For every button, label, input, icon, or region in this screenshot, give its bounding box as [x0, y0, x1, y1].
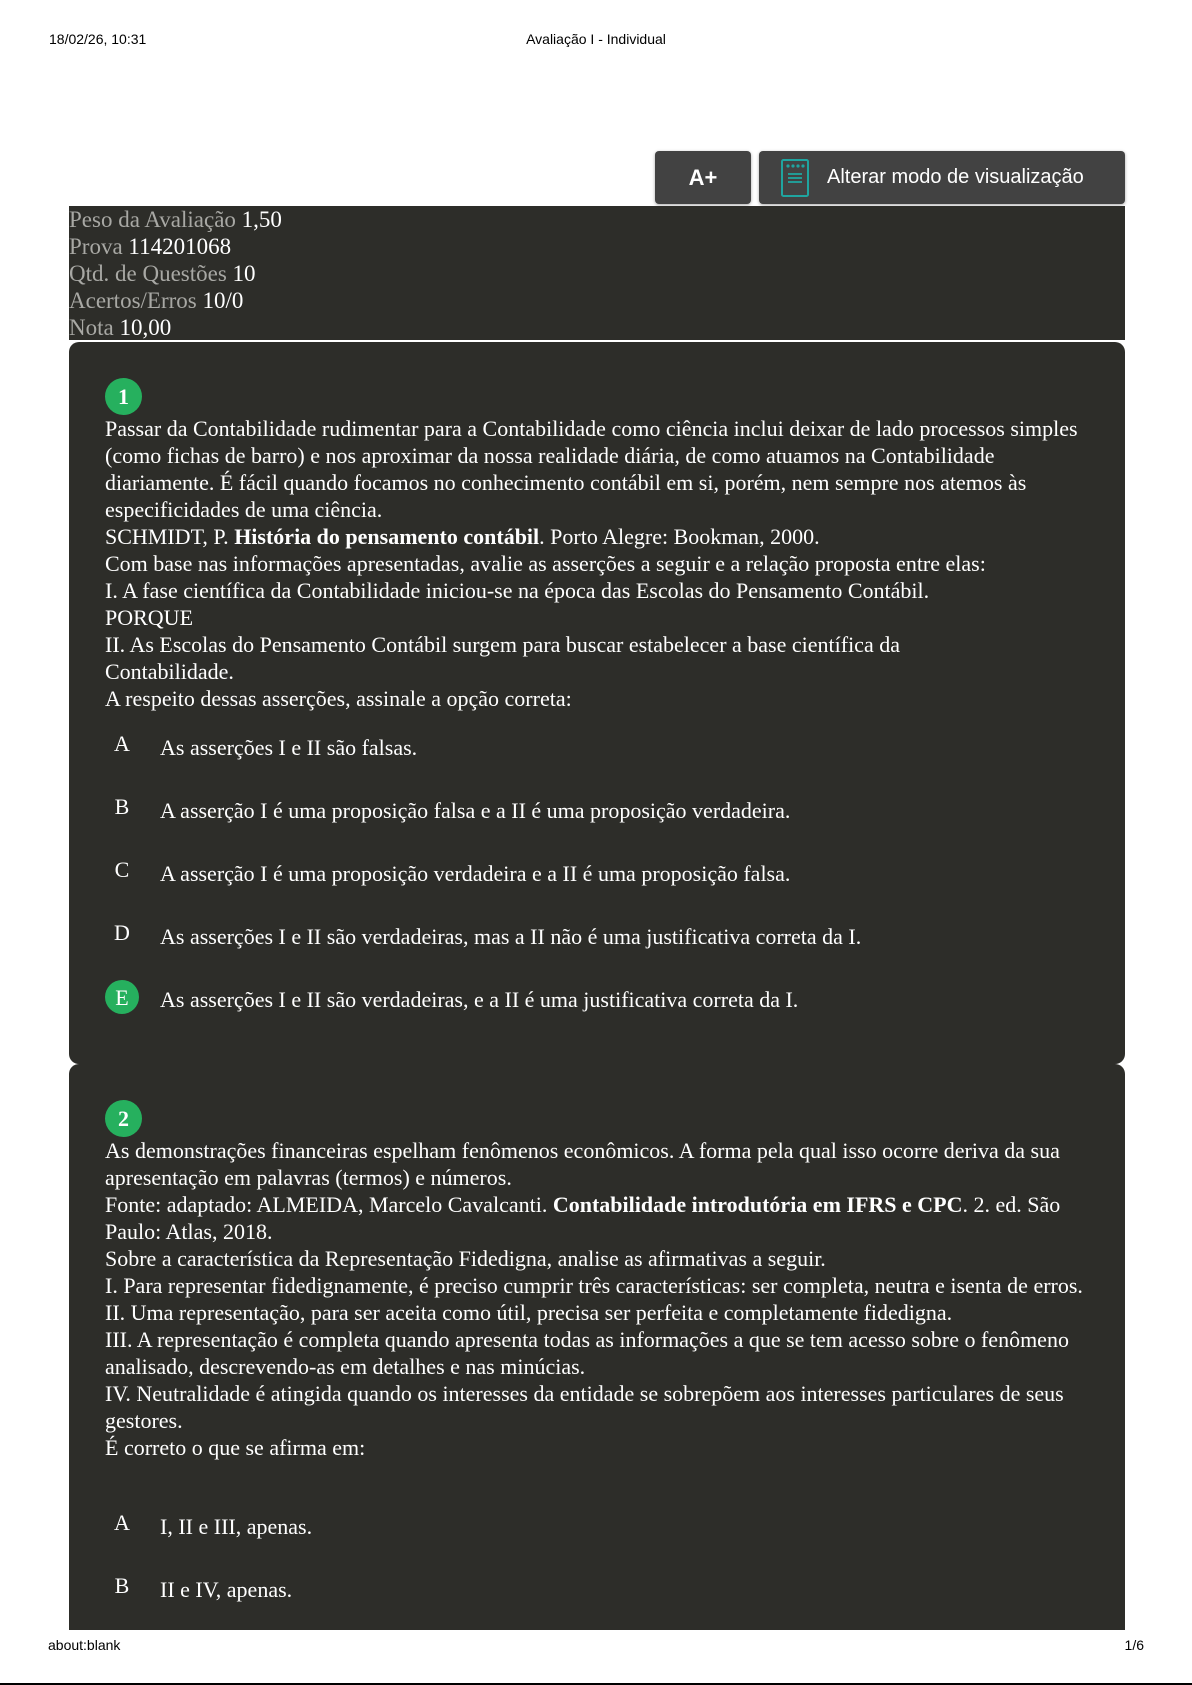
question-number-badge: 1: [105, 378, 142, 415]
option-text: As asserções I e II são verdadeiras, mas a II não é uma justificativa correta da I.: [160, 923, 862, 949]
option-c[interactable]: [105, 855, 1085, 891]
change-view-mode-button[interactable]: [759, 151, 1125, 204]
reference-suffix: . Porto Alegre: Bookman, 2000.: [539, 524, 820, 549]
option-text: II e IV, apenas.: [160, 1576, 293, 1602]
statement-ii: II. Uma representação, para ser aceita como útil, precisa ser perfeita e completamente fidedigna.: [105, 1300, 953, 1325]
statement-i: I. Para representar fidedignamente, é preciso cumprir três características: ser completa, neutra e isenta de erros.: [105, 1273, 1083, 1298]
reference-title: História do pensamento contábil: [234, 524, 540, 549]
option-e-correct[interactable]: [105, 981, 1085, 1017]
question-card-1: [69, 342, 1125, 1064]
question-prompt: É correto o que se afirma em:: [105, 1435, 366, 1460]
summary-questoes: [69, 260, 1125, 287]
questoes-value: 10: [232, 261, 256, 286]
peso-label: Peso da Avaliação: [69, 207, 236, 232]
question-text: Passar da Contabilidade rudimentar para a Contabilidade como ciência inclui deixar de lado processos simples (como fichas de barro) e nos aproximar da nossa realidade diária, de como atuamos na Contabilidade diariamente. É fácil quando focamos no conhecimento contábil em si, porém, nem sempre nos atemos às especificidades de uma ciência.: [105, 416, 1078, 522]
option-text: As asserções I e II são verdadeiras, e a II é uma justificativa correta da I.: [160, 986, 799, 1012]
option-letter: A: [114, 1509, 130, 1535]
prova-value: 114201068: [128, 234, 232, 259]
question-text: As demonstrações financeiras espelham fenômenos econômicos. A forma pela qual isso ocorre deriva da sua apresentação em palavras (termos) e números.: [105, 1138, 1060, 1190]
assertion-i: I. A fase científica da Contabilidade iniciou-se na época das Escolas do Pensamento Contábil.: [105, 578, 930, 603]
prova-label: Prova: [69, 234, 123, 259]
reference-prefix: SCHMIDT, P.: [105, 524, 235, 549]
change-view-mode-label: Alterar modo de visualização: [827, 166, 1084, 188]
summary-acertos: [69, 287, 1125, 314]
increase-font-button[interactable]: [655, 151, 751, 204]
option-a[interactable]: [105, 729, 1085, 765]
reference-prefix: Fonte: adaptado: ALMEIDA, Marcelo Cavalcanti.: [105, 1192, 553, 1217]
summary-nota: [69, 314, 1125, 341]
reference-suffix: . 2. ed. São Paulo: Atlas, 2018.: [105, 1192, 1061, 1244]
question-text: Sobre a característica da Representação Fidedigna, analise as afirmativas a seguir.: [105, 1246, 826, 1271]
correct-answer-badge: E: [105, 980, 139, 1014]
option-letter: B: [114, 793, 130, 819]
option-letter: D: [114, 919, 130, 945]
option-letter: C: [114, 856, 130, 882]
questoes-label: Qtd. de Questões: [69, 261, 227, 286]
option-b[interactable]: [105, 792, 1085, 828]
acertos-label: Acertos/Erros: [69, 288, 197, 313]
summary-peso: [69, 206, 1125, 233]
question-reference: [105, 523, 1105, 550]
print-page-title: Avaliação I - Individual: [526, 31, 666, 47]
option-text: A asserção I é uma proposição falsa e a II é uma proposição verdadeira.: [160, 797, 791, 823]
print-page-number: 1/6: [1124, 1637, 1144, 1653]
document-list-icon: [781, 159, 809, 197]
statement-iv: IV. Neutralidade é atingida quando os interesses da entidade se sobrepõem aos interesses particulares de seus gestores.: [105, 1381, 1064, 1433]
nota-label: Nota: [69, 315, 114, 340]
increase-font-label: A+: [688, 164, 718, 190]
print-datetime: 18/02/26, 10:31: [49, 31, 147, 47]
toolbar: [655, 151, 1125, 205]
acertos-value: 10/0: [202, 288, 244, 313]
question-2-statement: [105, 1137, 1105, 1461]
porque-connector: PORQUE: [105, 605, 194, 630]
print-header: [0, 30, 1192, 50]
question-card-2: [69, 1064, 1125, 1630]
assertion-ii: II. As Escolas do Pensamento Contábil surgem para buscar estabelecer a base científica da Contabilidade.: [105, 632, 900, 684]
option-text: A asserção I é uma proposição verdadeira e a II é uma proposição falsa.: [160, 860, 791, 886]
question-1-statement: [105, 415, 1105, 712]
statement-iii: III. A representação é completa quando apresenta todas as informações a que se tem acesso sobre o fenômeno analisado, descrevendo-as em detalhes e nas minúcias.: [105, 1327, 1069, 1379]
option-text: I, II e III, apenas.: [160, 1513, 313, 1539]
nota-value: 10,00: [119, 315, 172, 340]
option-a[interactable]: [105, 1508, 1085, 1544]
peso-value: 1,50: [241, 207, 282, 232]
exam-summary: [69, 206, 1125, 340]
option-letter: A: [114, 730, 130, 756]
option-d[interactable]: [105, 918, 1085, 954]
print-url: about:blank: [48, 1637, 121, 1653]
reference-title: Contabilidade introdutória em IFRS e CPC: [552, 1192, 963, 1217]
question-reference: [105, 1191, 1105, 1245]
summary-prova: [69, 233, 1125, 260]
option-letter: B: [114, 1572, 130, 1598]
question-text: Com base nas informações apresentadas, avalie as asserções a seguir e a relação proposta entre elas:: [105, 551, 986, 576]
option-b[interactable]: [105, 1571, 1085, 1607]
option-text: As asserções I e II são falsas.: [160, 734, 418, 760]
question-prompt: A respeito dessas asserções, assinale a opção correta:: [105, 686, 572, 711]
question-number-badge: 2: [105, 1100, 142, 1137]
